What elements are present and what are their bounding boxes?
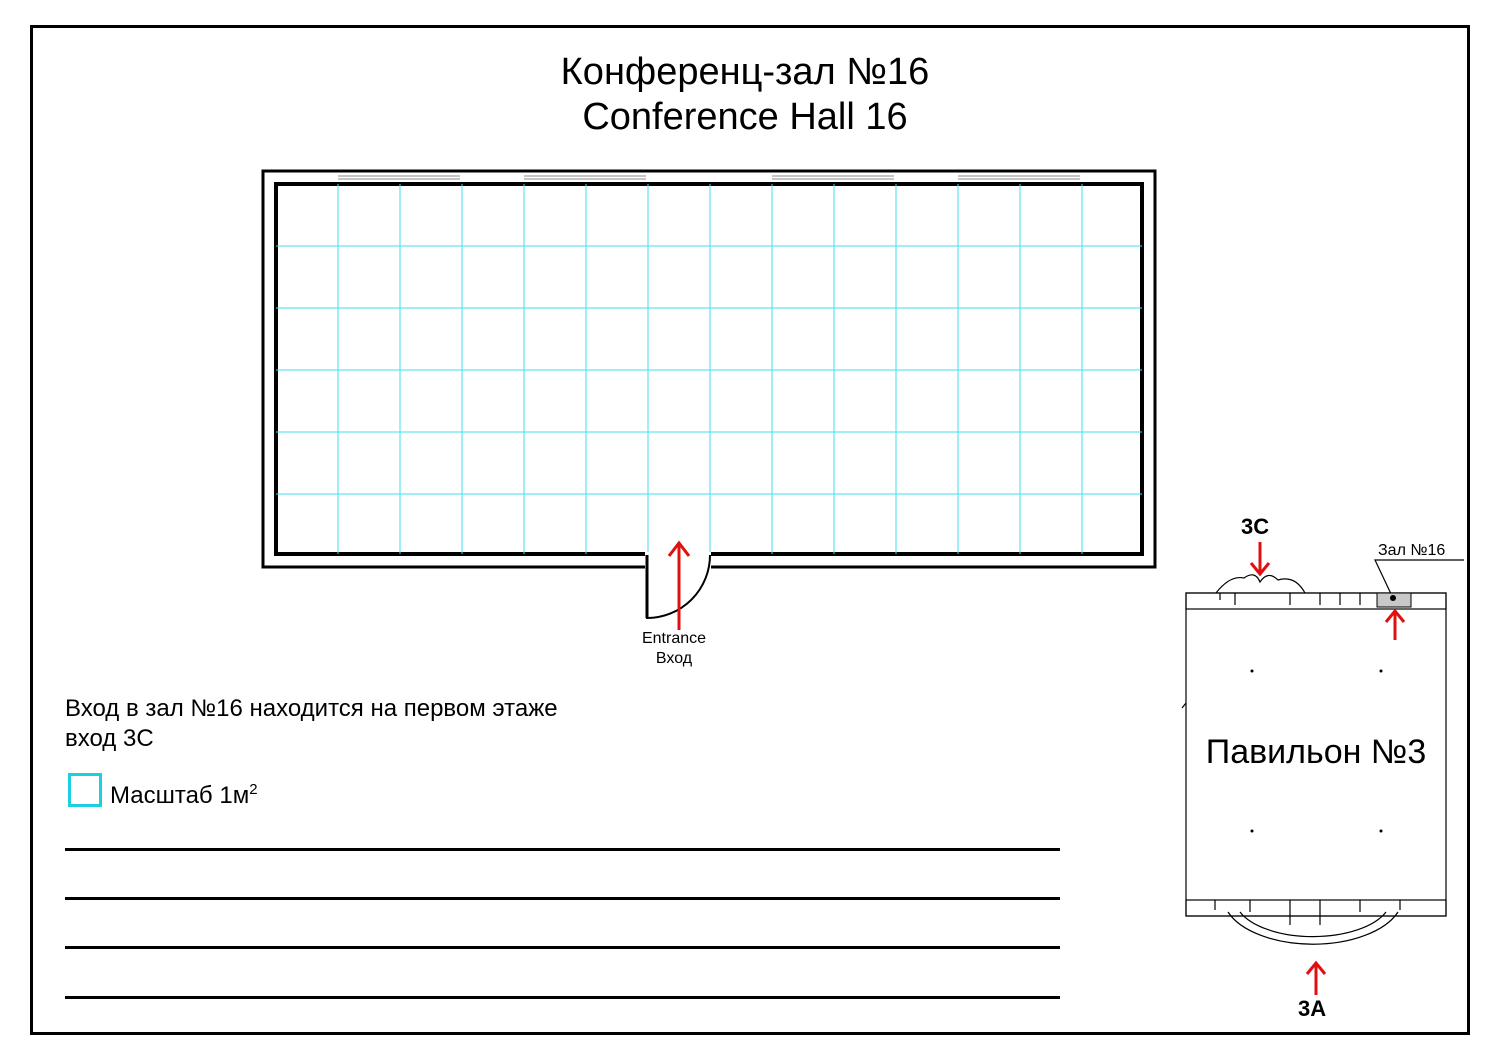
entrance-note-line1: Вход в зал №16 находится на первом этаже (65, 695, 558, 722)
entrance-label-ru: Вход (655, 650, 693, 667)
hall-16-label: Зал №16 (1378, 542, 1446, 559)
entrance-label-en: Entrance (641, 630, 707, 647)
write-line-1 (65, 848, 1060, 851)
entrance-3a-label: 3А (1298, 996, 1327, 1021)
title-english: Conference Hall 16 (582, 96, 908, 138)
write-line-2 (65, 897, 1060, 900)
pavilion-name: Павильон №3 (1205, 733, 1427, 771)
hall-outer-wall (263, 171, 1155, 567)
hall-16-dot (1390, 595, 1396, 601)
scale-superscript: 2 (249, 781, 258, 798)
arrow-3c (1251, 542, 1269, 574)
hall-grid (276, 184, 1142, 554)
entrance-note-line2: вход 3С (65, 725, 154, 752)
scale-square-icon (68, 773, 102, 807)
arrow-hall-16 (1386, 611, 1404, 640)
entrance-3c-label: 3С (1241, 514, 1270, 539)
write-line-3 (65, 946, 1060, 949)
scale-text: Масштаб 1м (110, 782, 250, 809)
arrow-3a (1307, 963, 1325, 995)
scale-label (110, 775, 258, 811)
write-line-4 (65, 996, 1060, 999)
hall-windows (338, 176, 1080, 179)
hall-inner-wall (276, 184, 1142, 554)
title-russian: Конференц-зал №16 (560, 51, 930, 93)
